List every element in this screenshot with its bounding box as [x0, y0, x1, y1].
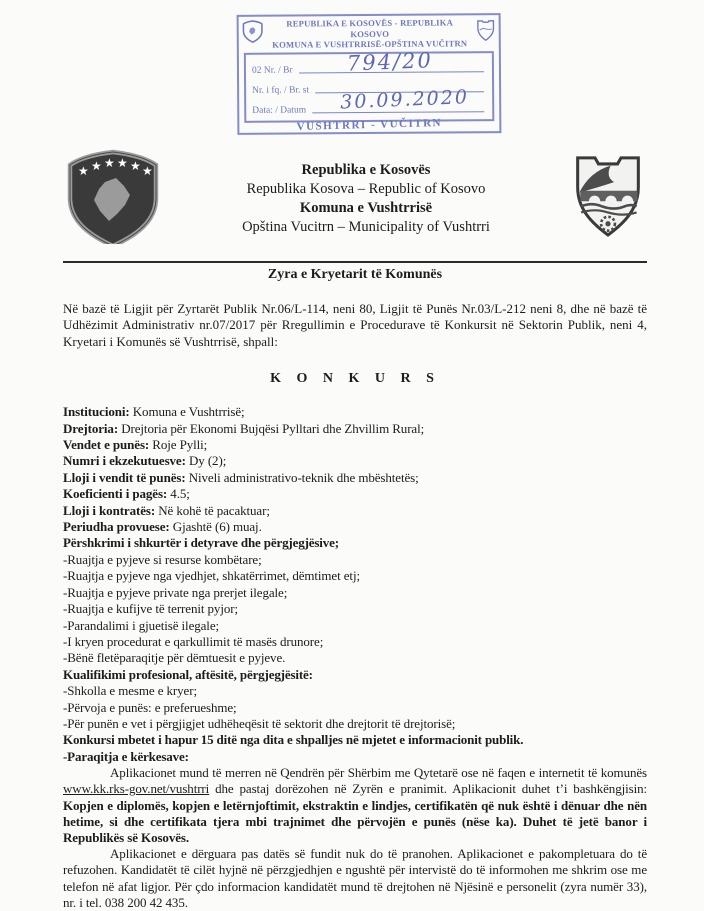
vushtrri-emblem-icon	[476, 17, 496, 48]
qualifications-heading: Kualifikimi profesional, aftësitë, përgjegjësitë:	[63, 666, 313, 682]
field-probation-period: Periudha provuese: Gjashtë (6) muaj.	[63, 519, 262, 535]
document-content	[63, 146, 647, 911]
letterhead-titles	[163, 161, 569, 237]
announcement-title: K O N K U R S	[270, 371, 440, 387]
duty-item: -Ruajtja e pyjeve private nga prerjet ilegale;	[63, 584, 288, 600]
office-title: Zyra e Kryetarit të Komunës	[267, 267, 443, 282]
duty-item: -Ruajtja e kufijve të terrenit pyjor;	[63, 601, 238, 617]
deadline-notice: Konkursi mbetet i hapur 15 ditë nga dita e shpalljes në mjetet e informacionit publik.	[63, 732, 524, 748]
qualification-item: -Përvoja e punës: e preferueshme;	[63, 699, 237, 715]
duty-item: -I kryen procedurat e qarkullimit të masës drunore;	[63, 633, 324, 649]
stamp-header	[239, 15, 499, 50]
field-number-of-positions: Numri i ekzekutuesve: Dy (2);	[63, 453, 227, 469]
stamp-number-label: 02 Nr. / Br	[251, 65, 293, 76]
stamp-header-line1: REPUBLIKA E KOSOVËS - REPUBLIKA KOSOVO	[286, 17, 454, 39]
qualification-item: -Për punën e vet i përgjigjet udhëheqësit të sektorit dhe drejtorit të drejtorisë;	[63, 715, 456, 731]
field-job-type: Lloji i vendit të punës: Niveli administrativo-teknik dhe mbështetës;	[63, 469, 419, 485]
field-position: Vendet e punës: Roje Pylli;	[63, 437, 208, 453]
vushtrri-coat-of-arms-icon	[569, 146, 647, 251]
header-divider	[63, 261, 647, 263]
letterhead	[63, 146, 647, 251]
stamp-field-box	[244, 47, 494, 123]
stamp-row-number	[251, 47, 486, 77]
svg-text:★: ★	[117, 156, 128, 170]
application-paragraph: Aplikacionet mund të merren në Qendrën për Shërbim me Qytetarë ose në faqen e internetit të komunës www.kk.rks-gov.net/vushtrri dhe pastaj dorëzohen në Zyrën e pranimit. Aplikacionit duhet t’i bashkëngjisin: Kopjen e diplomës, kopjen e letërnjoftimit, ekstraktin e lindjes, certifikatën që nuk është i dënuar dhe nën hetime, si dhe certifikata tjera mbi trajnimet dhe përvojën e punës (nëse ka). Duhet të jetë banor i Republikës së Kosovës.	[63, 765, 647, 845]
duty-item: -Ruajtja e pyjeve nga vjedhjet, shkatërrimet, dëmtimet etj;	[63, 568, 360, 584]
stamp-footer: VUSHTRRI - VUČITRN	[296, 116, 443, 134]
field-institution: Institucioni: Komuna e Vushtrrisë;	[63, 404, 245, 420]
duty-item: -Parandalimi i gjuetisë ilegale;	[63, 617, 219, 633]
qualification-item: -Shkolla e mesme e kryer;	[63, 683, 197, 699]
letterhead-line2: Republika Kosova – Republic of Kosovo	[246, 180, 486, 197]
letterhead-line1: Republika e Kosovës	[301, 161, 431, 178]
vacancy-fields	[63, 404, 647, 535]
submission-heading: -Paraqitja e kërkesave:	[63, 748, 189, 764]
kosovo-emblem-icon	[242, 19, 264, 50]
field-contract-type: Lloji i kontratës: Në kohë të pacaktuar;	[63, 502, 270, 518]
letterhead-line3: Komuna e Vushtrrisë	[299, 199, 433, 216]
duty-item: -Ruajtja e pyjeve si resurse kombëtare;	[63, 551, 262, 567]
stamp-header-line2: KOMUNA E VUSHTRRISË-OPŠTINA VUČITRN	[272, 38, 468, 50]
letterhead-line4: Opština Vucitrn – Municipality of Vushtrri	[242, 218, 490, 235]
stamp-header-text	[267, 17, 473, 50]
stamp-date-handwritten-value: 30.09.2020	[339, 85, 470, 113]
duties-heading: Përshkrimi i shkurtër i detyrave dhe përgjegjësive;	[63, 535, 339, 551]
field-salary-coefficient: Koeficienti i pagës: 4.5;	[63, 486, 190, 502]
field-directorate: Drejtoria: Drejtoria për Ekonomi Bujqësi Pylltari dhe Zhvillim Rural;	[63, 420, 425, 436]
svg-text:★: ★	[142, 164, 153, 178]
svg-text:★: ★	[91, 159, 102, 173]
closing-paragraph: Aplikacionet e dërguara pas datës së fundit nuk do të pranohen. Aplikacionet e pakompletuara do të refuzohen. Kandidatët të cilët hyjnë në përzgjedhjen e ngushtë për intervistë do të informohen me shkrim ose me telefon në afat ligjor. Për çdo informacion kandidatët mund të drejtohen në Njësinë e personelit (zyra numër 33), nr. i tel. 038 200 42 435.	[63, 846, 647, 910]
stamp-number-handwritten-value: 794/20	[346, 47, 434, 76]
municipality-website-link[interactable]: www.kk.rks-gov.net/vushtrri	[63, 781, 210, 797]
duties-list	[63, 552, 647, 667]
duty-item: -Bënë fletëparaqitje për dëmtuesit e pyjeve.	[63, 650, 286, 666]
svg-text:★: ★	[78, 164, 89, 178]
svg-text:★: ★	[104, 156, 115, 170]
stamp-pages-label: Nr. i fq. / Br. st	[252, 84, 310, 96]
registry-stamp	[237, 13, 502, 135]
legal-basis-paragraph: Në bazë të Ligjit për Zyrtarët Publik Nr.06/L-114, neni 80, Ligjit të Punës Nr.03/L-212 neni 8, dhe në bazë të Udhëzimit Administrativ nr.07/2017 për Rregullimin e Procedurave të Konkursit në Sektorin Publik, neni 4, Kryetari i Komunës së Vushtrrisë, shpall:	[63, 301, 647, 349]
stamp-date-label: Data: / Datum	[252, 104, 307, 116]
kosovo-coat-of-arms-icon	[63, 148, 163, 249]
qualifications-list	[63, 683, 647, 732]
svg-text:★: ★	[130, 159, 141, 173]
